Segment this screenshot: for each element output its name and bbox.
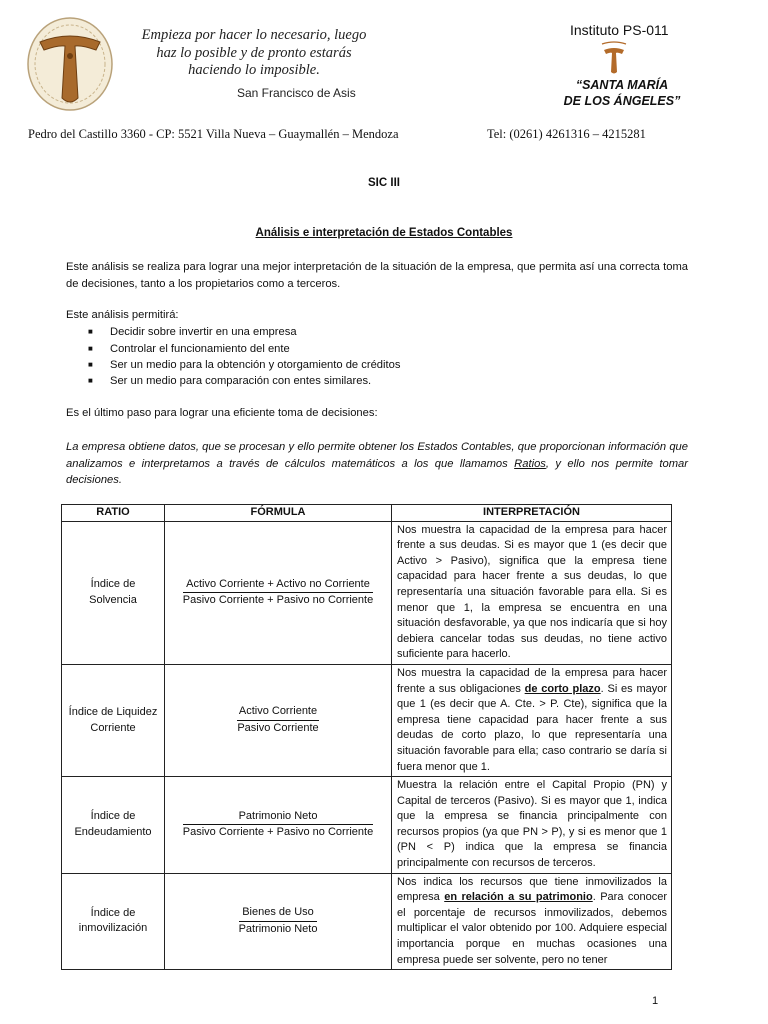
table-row [62,873,672,970]
ratio-interpretation [392,664,672,776]
ratio-formula [165,664,392,776]
formula-numerator: Activo Corriente [237,704,318,721]
column-header-formula: FÓRMULA [165,505,392,522]
formula-denominator: Pasivo Corriente + Pasivo no Corriente [182,594,374,607]
ratios-word: Ratios [514,457,546,470]
table-row [62,664,672,776]
bullet-text: Controlar el funcionamiento del ente [110,343,290,356]
ratios-text: La empresa obtiene datos, que se procesan y ello permite obtener los Estados Contables, que proporcionan información que analizamos e interpretamos a través de cálculos matemáticos a los que llamamos [66,441,688,470]
interpretation-text: Nos muestra la capacidad de la empresa para hacer frente a sus obligaciones [397,666,667,695]
school-seal [596,40,632,78]
fraction [239,905,318,937]
ratio-name: Índice de Endeudamiento [62,777,165,874]
motto-line: Empieza por hacer lo necesario, luego [141,27,367,43]
ratio-formula [165,873,392,970]
column-header-ratio: RATIO [62,505,165,522]
table-header-row [62,505,672,522]
column-header-interpretation: INTERPRETACIÓN [392,505,672,522]
formula-numerator: Bienes de Uso [239,905,318,922]
fraction [237,704,318,736]
fraction [183,577,373,609]
interpretation-text: Nos muestra la capacidad de la empresa para hacer frente a sus deudas. Si es mayor que 1 (es decir que Activo > Pasivo), significa que la empresa tiene capacidad para hacer frente a sus deudas, lo que representaría una situación favorable para ella. Si es menor que 1, la empresa se encuentra en una situación desfavorable, ya que nos indicaría que si hoy debiera cancelar todas sus deudas, no tiene activo suficiente para hacerlo. [397,523,667,661]
motto-line: haciendo lo imposible. [188,62,320,78]
square-bullet-icon: ■ [88,376,93,385]
ratio-interpretation [392,873,672,970]
interpretation-text: . Para conocer el porcentaje de recursos inmovilizados, debemos multiplicar el valor obtenido por 100. Adquiere especial importancia porque en muchas ocasiones una empresa puede ser solvente, pero no tener [397,891,667,966]
motto-line: haz lo posible y de pronto estarás [156,44,352,61]
address: Pedro del Castillo 3360 - CP: 5521 Villa Nueva – Guaymallén – Mendoza [28,127,399,141]
ratio-name: Índice de Solvencia [62,521,165,664]
square-bullet-icon: ■ [88,327,93,336]
document-subtitle: Análisis e interpretación de Estados Contables [255,227,513,239]
last-step-paragraph: Es el último paso para lograr una eficiente toma de decisiones: [66,407,378,419]
ratio-interpretation [392,521,672,664]
table-row [62,521,672,664]
bullet-text: Decidir sobre invertir en una empresa [110,326,297,339]
page-number: 1 [652,995,659,1007]
bullet-item [88,324,297,341]
interpretation-text: . Si es mayor que 1 (es decir que A. Cte. > P. Cte), significa que la empresa tiene capacidad para hacer frente a sus deudas de corto plazo, lo que representaría una situación favorable para ella; caso contrario se daría si fuera menor que 1. [397,682,668,773]
bullet-text: Ser un medio para comparación con entes similares. [110,375,372,388]
formula-denominator: Patrimonio Neto [238,922,318,935]
motto [124,27,384,80]
franciscan-tau-logo [26,16,114,112]
bullet-item [88,357,400,374]
bullet-item [88,373,371,390]
school-name-line: DE LOS ÁNGELES” [563,94,681,108]
formula-numerator: Activo Corriente + Activo no Corriente [183,577,373,594]
ratios-table [61,504,672,970]
allows-label: Este análisis permitirá: [66,309,179,321]
ratio-name: Índice de inmovilización [62,873,165,970]
formula-numerator: Patrimonio Neto [183,809,373,826]
intro-paragraph: Este análisis se realiza para lograr una mejor interpretación de la situación de la empresa, que permita así una correcta toma de decisiones, tanto a los propietarios como a terceros. [66,261,688,290]
school-name [548,77,696,109]
phone: Tel: (0261) 4261316 – 4215281 [487,127,646,141]
square-bullet-icon: ■ [88,344,93,353]
interpretation-emphasis: de corto plazo [524,682,601,695]
bullet-item [88,341,290,358]
school-name-line: “SANTA MARÍA [575,78,669,92]
ratio-interpretation [392,777,672,874]
ratio-formula [165,777,392,874]
document-title: SIC III [368,177,400,189]
square-bullet-icon: ■ [88,360,93,369]
institute-name: Instituto PS-011 [570,22,669,38]
motto-author: San Francisco de Asis [237,86,356,100]
table-row [62,777,672,874]
ratios-paragraph [66,439,688,489]
formula-denominator: Pasivo Corriente [237,722,319,735]
fraction [183,809,373,841]
formula-denominator: Pasivo Corriente + Pasivo no Corriente [182,826,374,839]
interpretation-emphasis: en relación a su patrimonio [444,891,593,904]
interpretation-text: Nos indica los recursos que tiene inmovilizados la empresa [397,875,667,904]
ratio-formula [165,521,392,664]
ratios-text: , y ello nos permite tomar decisiones. [66,457,688,486]
ratio-name: Índice de Liquidez Corriente [62,664,165,776]
bullet-text: Ser un medio para la obtención y otorgamiento de créditos [110,359,401,372]
interpretation-text: Muestra la relación entre el Capital Propio (PN) y Capital de terceros (Pasivo). Si es mayor que 1, indica que la empresa se financia principalmente con recursos propios (ya que PN > P), y si es menor que 1 (PN < P) indica que la empresa se financia principalmente con recursos de terceros. [397,779,667,870]
